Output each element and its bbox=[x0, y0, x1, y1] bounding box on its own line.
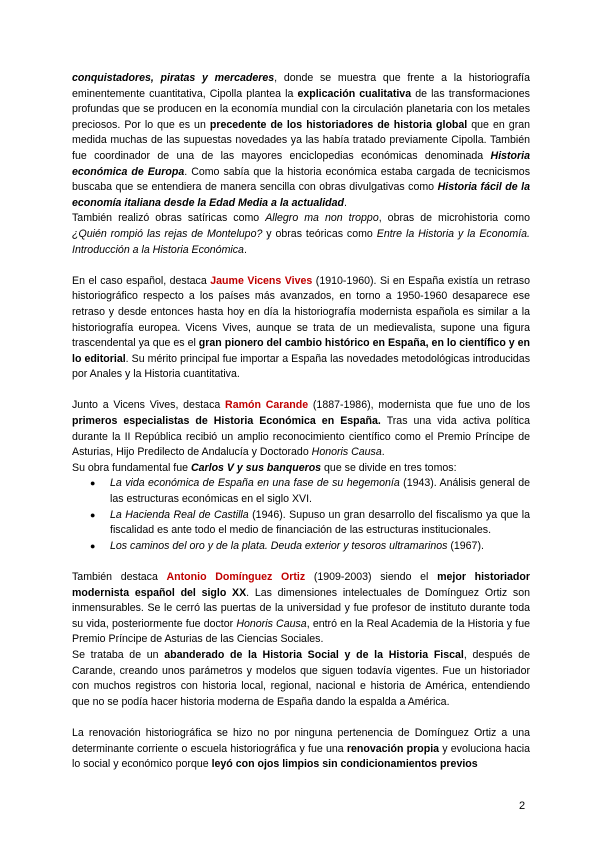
list-item: ● La Hacienda Real de Castilla (1946). Supuso un gran desarrollo del fiscalismo ya que la fiscalidad es ante todo el medio de financiación de las estructuras institucionales. bbox=[90, 508, 531, 537]
paragraph-dominguez-ortiz: También destaca Antonio Domínguez Ortiz (1909-2003) siendo el mejor historiador modernista español del siglo XX. Las dimensiones intelectuales de Domínguez Ortiz son inmensurables. Se le cerró las puertas de la universidad y fue profesor de instituto durante toda su vida, posteriormente fue doctor Honoris Causa, entró en la Real Academia de la Historia y fue Premio Príncipe de Asturias de las Ciencias Sociales. bbox=[72, 571, 530, 646]
paragraph-historia-social: Se trataba de un abanderado de la Historia Social y de la Historia Fiscal, después de Carande, creando unos parámetros y modelos que siguen todavía vigentes. Fue un historiador con muchos registros con historia local, regional, nacional e historia de América, entendiendo que no se podía hacer historia moderna de España dando la espalda a América. bbox=[72, 648, 531, 708]
name-vicens-vives: Jaume Vicens Vives bbox=[210, 274, 313, 287]
paragraph-carande: Junto a Vicens Vives, destaca Ramón Carande (1887-1986), modernista que fue uno de los primeros especialistas de Historia Económica en España. Tras una vida activa política durante la II República recibió un amplio reconocimiento científico como el Premio Príncipe de Asturias, Hijo Predilecto de Andalucía y Doctorado Honoris Causa. bbox=[72, 399, 531, 459]
list-item: ● Los caminos del oro y de la plata. Deuda exterior y tesoros ultramarinos (1967). bbox=[110, 539, 530, 555]
paragraph-gap bbox=[72, 554, 530, 570]
name-ramon-carande: Ramón Carande bbox=[225, 399, 309, 412]
bullet-icon: ● bbox=[90, 478, 96, 489]
paragraph-gap bbox=[72, 258, 530, 274]
paragraph-gap bbox=[72, 710, 530, 726]
name-dominguez-ortiz: Antonio Domínguez Ortiz bbox=[166, 571, 306, 583]
list-item: ● La vida económica de España en una fase de su hegemonía (1943). Análisis general de las estructuras económicas en el siglo XVI. bbox=[90, 477, 531, 506]
paragraph-renovacion: La renovación historiográfica se hizo no por ninguna pertenencia de Domínguez Ortiz a una determinante corriente o escuela historiográfica y fue una renovación propia y evoluciona hacia lo social y económico porque leyó con ojos limpios sin condicionamientos previos bbox=[72, 726, 530, 771]
paragraph-cipolla-obras: También realizó obras satíricas como Allegro ma non troppo, obras de microhistoria como ¿Quién rompió las rejas de Montelupo? y obras teóricas como Entre la Historia y la Economía. Introducción a la Historia Económica. bbox=[72, 212, 530, 256]
bullet-icon: ● bbox=[90, 540, 96, 551]
bullet-icon: ● bbox=[90, 509, 96, 520]
tomos-list bbox=[72, 476, 530, 554]
document-body bbox=[72, 71, 530, 773]
paragraph-cipolla-economia: conquistadores, piratas y mercaderes, donde se muestra que frente a la historiografía eminentemente cuantitativa, Cipolla plantea la explicación cualitativa de las transformaciones profundas que se producen en la economía mundial con la circulación planetaria con los metales preciosos. Por lo que es un precedente de los historiadores de historia global que en gran medida muchas de las supuestas novedades ya las había tratado previamente Cipolla. También fue coordinador de una de las mayores enciclopedias económicas denominada Historia económica de Europa. Como sabía que la historia económica estaba cargada de tecnicismos buscaba que se entendiera de manera sencilla con obras divulgativas como Historia fácil de la economía italiana desde la Edad Media a la actualidad. bbox=[72, 72, 531, 209]
paragraph-carande-obra: Su obra fundamental fue Carlos V y sus banqueros que se divide en tres tomos: bbox=[72, 461, 457, 474]
paragraph-vicens-vives: En el caso español, destaca Jaume Vicens Vives (1910-1960). Si en España existía un retraso historiográfico respecto a los países más avanzados, en torno a 1950-1960 desaparece ese retraso y desde entonces hasta hoy en día la historiografía modernista española es similar a la historiografía europea. Vicens Vives, aunque se trata de un medievalista, supone una figura trascendental ya que es el gran pionero del cambio histórico en España, en lo científico y en lo editorial. Su mérito principal fue importar a España las novedades metodológicas introducidas por Anales y la Historia cuantitativa. bbox=[72, 274, 530, 381]
paragraph-gap bbox=[72, 383, 530, 399]
page-number: 2 bbox=[519, 800, 526, 812]
